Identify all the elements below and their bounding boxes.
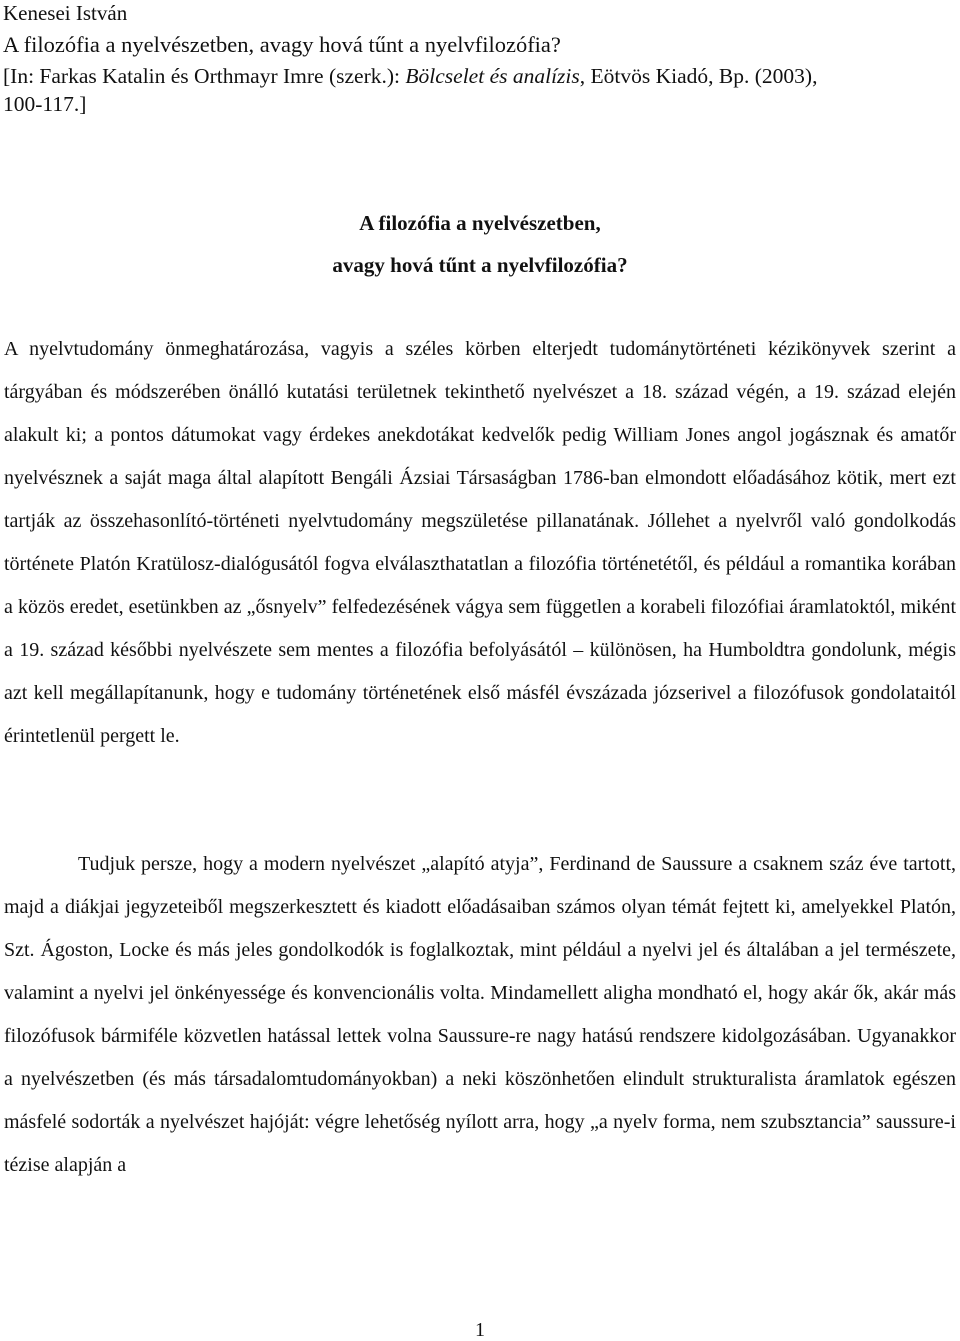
citation-pages: 100-117.] bbox=[3, 92, 87, 116]
article-title-line-2: avagy hová tűnt a nyelvfilozófia? bbox=[332, 253, 628, 277]
page-number: 1 bbox=[475, 1319, 485, 1341]
author-name: Kenesei István bbox=[3, 1, 128, 25]
citation-book-title: Bölcselet és analízis bbox=[405, 64, 580, 88]
body-paragraph-1: A nyelvtudomány önmeghatározása, vagyis a széles körben elterjedt tudománytörténeti kézikönyvek szerint a tárgyában és módszerében önálló kutatási területnek tekinthető nyelvészet a 18. század végén, a 19. század elején alakult ki; a pontos dátumokat vagy érdekes anekdotákat kedvelők pedig William Jones angol jogásznak és amatőr nyelvésznek a saját maga által alapított Bengáli Ázsiai Társaságban 1786-ban elmondott előadásához kötik, mert ezt tartják az összehasonlító-történeti nyelvtudomány megszületése pillanatának. Jóllehet a nyelvről való gondolkodás története Platón Kratülosz-dialógusától fogva elválaszthatatlan a filozófia történetétől, és például a romantika korában a közös eredet, esetünkben az „ősnyelv” felfedezésének vágya sem független a korabeli filozófiai áramlatoktól, miként a 19. század későbbi nyelvészete sem mentes a filozófia befolyásától – különösen, ha Humboldtra gondolunk, mégis azt kell megállapítanunk, hogy e tudomány történetének első másfél évszázada józserivel a filozófusok gondolataitól érintetlenül pergett le. bbox=[4, 338, 956, 747]
source-title: A filozófia a nyelvészetben, avagy hová tűnt a nyelvfilozófia? bbox=[3, 32, 561, 57]
citation-publisher: , Eötvös Kiadó, Bp. (2003), bbox=[579, 64, 818, 88]
article-title-line-1: A filozófia a nyelvészetben, bbox=[359, 211, 601, 235]
body-paragraph-2: Tudjuk persze, hogy a modern nyelvészet „alapító atyja”, Ferdinand de Saussure a csaknem száz éve tartott, majd a diákjai jegyzeteiből megszerkesztett és kiadott előadásaiban számos olyan témát fejtett ki, amelyekkel Platón, Szt. Ágoston, Locke és más jeles gondolkodók is foglalkoztak, mint például a nyelvi jel és általában a jel természete, valamint a nyelvi jel önkényessége és konvencionális volta. Mindamellett aligha mondható el, hogy akár ők, akár más filozófusok bármiféle közvetlen hatással lettek volna Saussure-re nagy hatású rendszere kidolgozásában. Ugyanakkor a nyelvészetben (és más társadalomtudományokban) a neki köszönhetően elindult strukturalista áramlatok egészen másfelé sodorták a nyelvészet hajóját: végre lehetőség nyílott arra, hogy „a nyelv forma, nem szubsztancia” saussure-i tézise alapján a bbox=[4, 853, 956, 1176]
source-citation bbox=[3, 64, 817, 88]
citation-prefix: [In: Farkas Katalin és Orthmayr Imre (szerk.): bbox=[3, 64, 406, 88]
